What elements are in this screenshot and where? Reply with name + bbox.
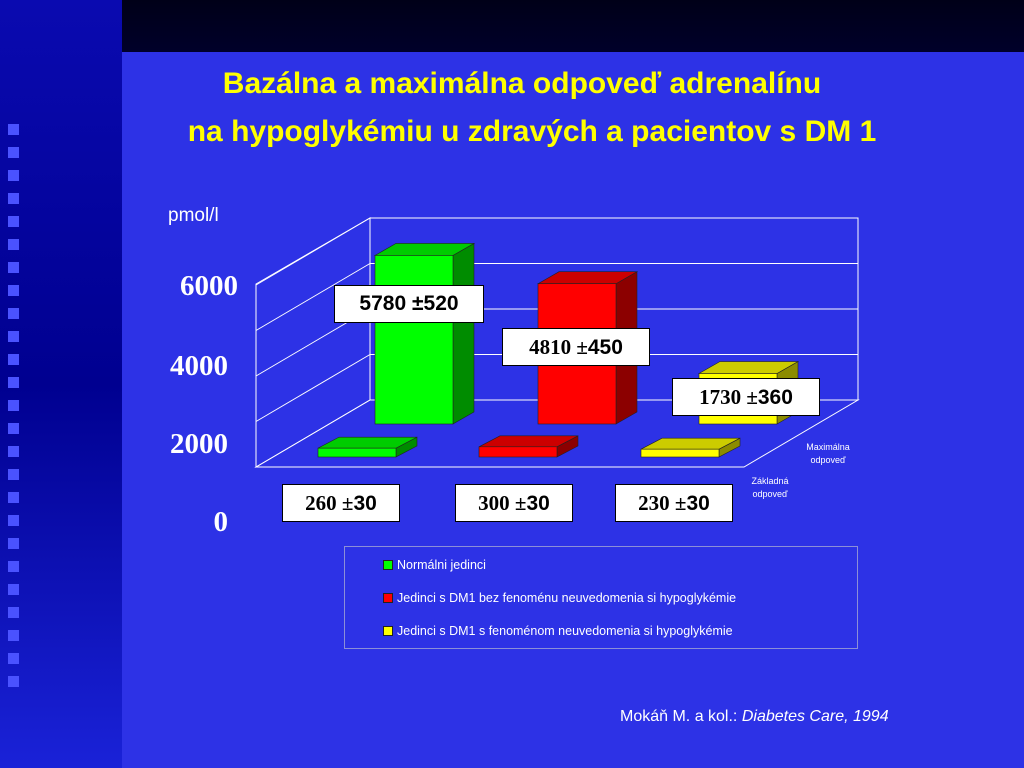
y-tick-6000: 6000 [180,270,238,302]
max-value-normal: 5780 [359,292,407,315]
legend-item-dm1-unaware [383,624,733,638]
basal-value-label-dm1-unaware [615,484,733,522]
bar-basal-1-front [479,447,557,457]
max-value-dm1-aware: 4810 ± [529,335,588,359]
gridline-side [256,355,370,422]
max-sd-normal: ±520 [411,292,459,315]
max-value-label-dm1-unaware [672,378,820,416]
basal-value-label-dm1-aware [455,484,573,522]
legend-item-normal [383,558,486,572]
basal-sd-dm1-aware: 30 [526,492,550,515]
slide-title-line-1: Bazálna a maximálna odpoveď adrenalínu [222,67,822,100]
max-value-label-dm1-aware [502,328,650,366]
bar-basal-0 [318,437,417,457]
max-sd-dm1-aware: 450 [587,336,623,359]
bar-basal-1 [479,436,578,457]
basal-value-dm1-unaware: 230 ± [638,491,687,515]
gridline-side [256,218,370,285]
legend-item-dm1-aware [383,591,736,605]
legend-label-dm1-aware: Jedinci s DM1 bez fenoménu neuvedomenia si hypoglykémie [397,591,737,605]
max-sd-dm1-unaware: 360 [757,386,793,409]
depth-label-basal: Základná odpoveď [751,476,789,499]
chart-legend [344,546,858,649]
bar-basal-2-front [641,449,719,457]
legend-swatch-green [383,560,393,570]
legend-label-dm1-unaware: Jedinci s DM1 s fenoménom neuvedomenia si hypoglykémie [397,624,733,638]
slide-title-line-2: na hypoglykémiu u zdravých a pacientov s DM 1 [187,115,877,148]
bar-basal-2 [641,438,740,457]
legend-label-normal: Normálni jedinci [397,558,486,572]
citation-authors: Mokáň M. a kol.: [620,708,742,725]
y-tick-2000: 2000 [170,428,228,460]
y-tick-4000: 4000 [170,350,228,382]
y-tick-0: 0 [213,506,228,538]
bar-max-0-side [453,243,474,424]
basal-value-dm1-aware: 300 ± [478,491,527,515]
basal-sd-dm1-unaware: 30 [686,492,710,515]
citation [620,708,889,726]
depth-label-maximal: Maximálna odpoveď [806,442,850,465]
max-value-dm1-unaware: 1730 ± [699,385,758,409]
basal-value-normal: 260 ± [305,491,354,515]
citation-journal: Diabetes Care, 1994 [741,708,889,725]
legend-swatch-yellow [383,626,393,636]
max-value-label-normal [334,285,484,323]
bar-max-0 [375,243,474,424]
bar-max-0-front [375,255,453,424]
legend-swatch-red [383,593,393,603]
bar-basal-0-front [318,448,396,457]
y-axis-unit: pmol/l [168,205,219,226]
basal-sd-normal: 30 [353,492,377,515]
basal-value-label-normal [282,484,400,522]
